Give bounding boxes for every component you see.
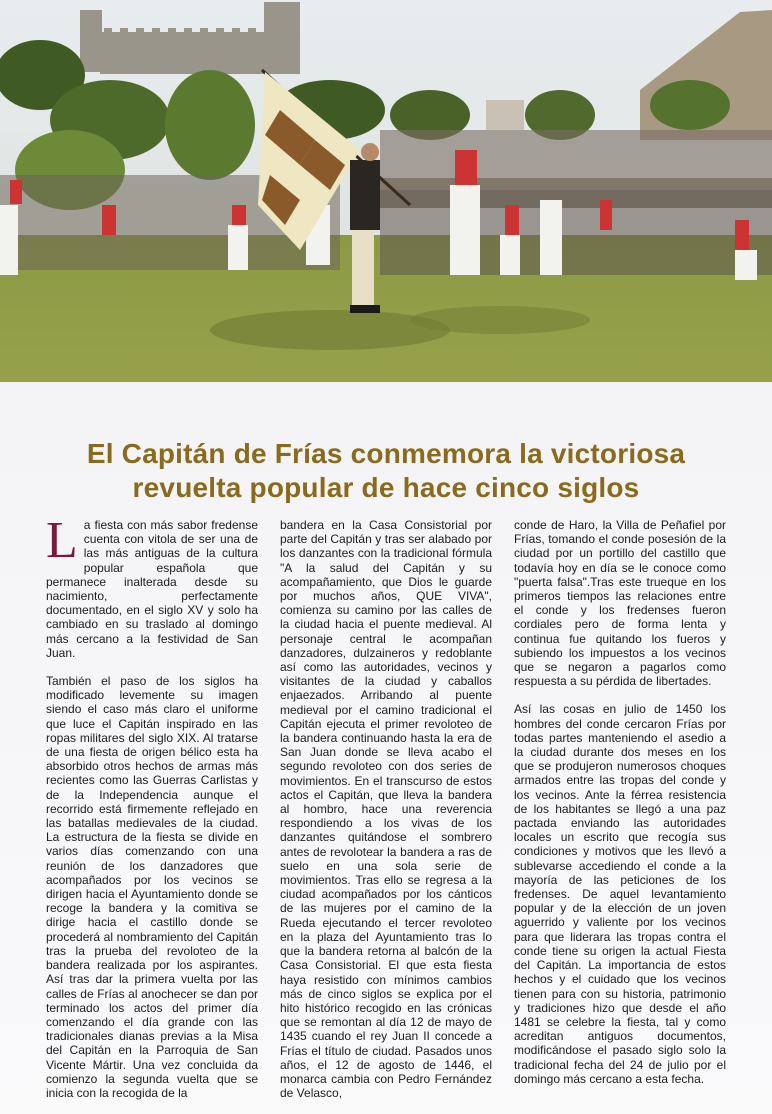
paragraph: Así las cosas en julio de 1450 los hombres del conde cercaron Frías por todas partes manteniendo el asedio a la ciudad durante dos meses en los que se produjeron numerosos choques armados entre las tropas del conde y los vecinos. Ante la férrea resistencia de los habitantes se llegó a una paz pactada enviando las autoridades locales un escrito que recogía sus condiciones y motivos que les llevó a sublevarse accediendo el conde a la mayoría de las peticiones de los fredenses. De aquel levantamiento popular y de la elección de un joven aguerrido y valiente por los vecinos para que liderara las tropas contra el conde tiene su origen la actual Fiesta del Capitán. La importancia de estos hechos y el cuidado que los vecinos tienen para con su historia, patrimonio y tradiciones hizo que desde el año 1481 se celebre la fiesta, tal y como acreditan antiguos documentos, modificándose el pasado siglo solo la tradicional fecha del 24 de julio por el domingo más cercano a esta fecha. (514, 702, 726, 1086)
paragraph: bandera en la Casa Consistorial por parte del Capitán y tras ser alabado por los danzantes con la tradicional fórmula "A la salud del Capitán y su acompañamiento, que Dios le guarde por muchos años, QUE VIVA", comienza su camino por las calles de la ciudad hacia el puente medieval. Al personaje central le acompañan danzadores, dulzaineros y redoblante así como las autoridades, vecinos y visitantes de la ciudad y caballos enjaezados. Arribando al puente medieval por el camino tradicional el Capitán ejecuta el primer revoloteo de la bandera continuando hasta la era de San Juan donde se lleva acabo el segundo revoloteo con dos series de movimientos. En el transcurso de estos actos el Capitán, que lleva la bandera al hombro, hace una reverencia respondiendo a los vivas de los danzantes quitándose el sombrero antes de revolotear la bandera a ras de suelo en una sola serie de movimientos. Tras ello se regresa a la ciudad acompañados por los cánticos de las mujeres por el camino de la Rueda ejecutando el tercer revoloteo en la plaza del Ayuntamiento tras lo que la bandera retorna al balcón de la Casa Consistorial. El que esta fiesta haya resistido con mínimos cambios más de cinco siglos se explica por el hito histórico recogido en las crónicas que se remontan al día 12 de mayo de 1435 cuando el rey Juan II concede a Frías el título de ciudad. Pasados unos años, el 12 de agosto de 1446, el monarca cambia con Pedro Fernández de Velasco, (280, 518, 492, 1101)
drop-cap: L (46, 512, 78, 569)
paragraph: También el paso de los siglos ha modificado levemente su imagen siendo el caso más claro el uniforme que luce el Capitán inspirado en las ropas militares del siglo XIX. Al tratarse de una fiesta de origen bélico esta ha absorbido otros hechos de armas más recientes como las Guerras Carlistas y de la Independencia aunque el recorrido está firmemente reflejado en las batallas medievales de la ciudad. La estructura de la fiesta se divide en varios días comenzando con una reunión de los danzadores que acompañados por los vecinos se dirigen hacia el Ayuntamiento donde se recoge la bandera y la comitiva se dirige hacia el castillo donde se procederá al nombramiento del Capitán tras la prueba del revoloteo de la bandera realizada por los aspirantes. Así tras dar la primera vuelta por las calles de Frías al anochecer se dan por terminado los actos del primer día comenzando el día grande con las tradicionales dianas previas a la Misa del Capitán en la Parroquia de San Vicente Mártir. Una vez concluida da comienzo la segunda vuelta que se inicia con la recogida de la (46, 674, 258, 1100)
article-page (0, 382, 772, 1101)
column-1 (46, 512, 258, 1114)
column-2 (280, 518, 492, 1114)
article-body (46, 512, 726, 1114)
column-3 (514, 518, 726, 1114)
festival-photo-illustration (0, 0, 772, 382)
header-photo (0, 0, 772, 382)
paragraph-text: a fiesta con más sabor fredense cuenta con vitola de ser una de las más antiguas de la cultura popular española que permanece inalterada desde su nacimiento, perfectamente documentado, en el siglo XV y solo ha cambiado en su traslado al domingo más cercano a la festividad de San Juan. (46, 518, 258, 660)
paragraph: conde de Haro, la Villa de Peñafiel por Frías, tomando el conde posesión de la ciudad por un portillo del castillo que todavía hoy en día se le conoce como "puerta falsa".Tras este trueque en los primeros tiempos las relaciones entre el conde y los fredenses fueron cordiales pero de forma lenta y continua fue quitando los fueros y subiendo los impuestos a los vecinos que se negaron a pagarlos como respuesta a su pérdida de libertades. (514, 518, 726, 689)
article-title: El Capitán de Frías conmemora la victoriosa revuelta popular de hace cinco siglos (86, 437, 686, 503)
paragraph (46, 512, 258, 660)
